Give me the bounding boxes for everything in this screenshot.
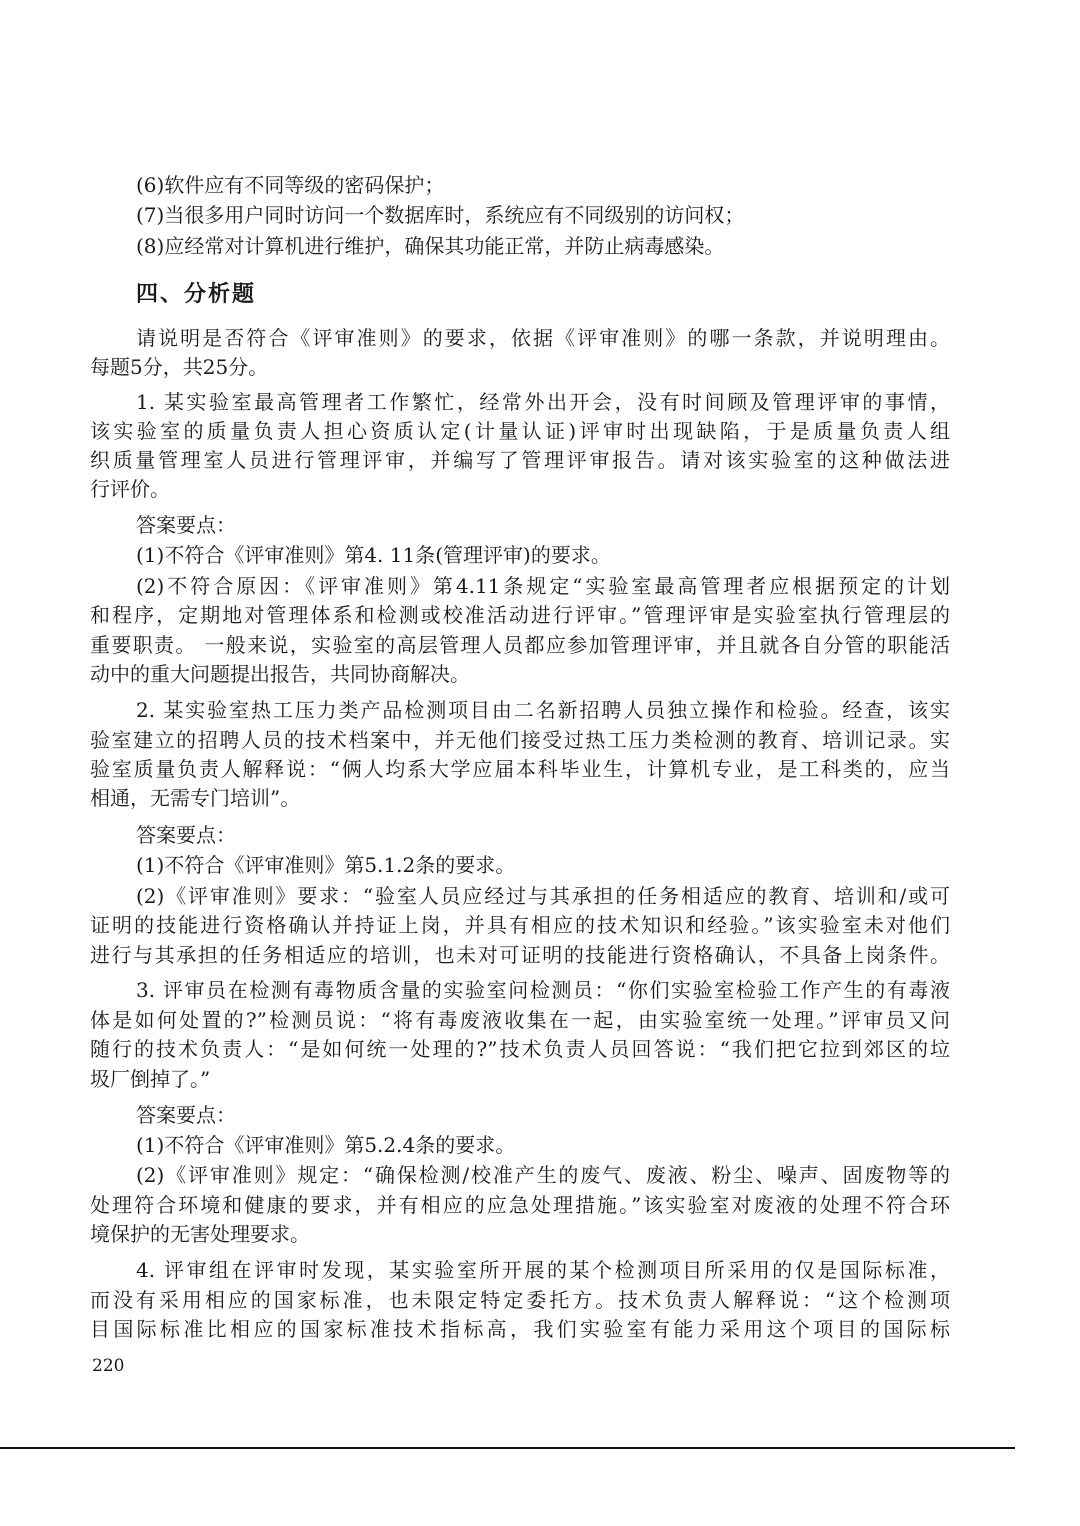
a2-point-1: (1)不符合《评审准则》第5.1.2条的要求。 xyxy=(136,853,516,877)
q1-line-4: 行评价。 xyxy=(90,477,170,501)
a3-point-1: (1)不符合《评审准则》第5.2.4条的要求。 xyxy=(136,1133,516,1157)
a2-point-2-line-3: 进行与其承担的任务相适应的培训，也未对可证明的技能进行资格确认，不具备上岗条件。 xyxy=(90,943,950,967)
q4-line-3: 目国际标准比相应的国家标准技术指标高，我们实验室有能力采用这个项目的国际标 xyxy=(90,1317,950,1341)
list-item-7: (7)当很多用户同时访问一个数据库时，系统应有不同级别的访问权； xyxy=(136,203,745,227)
a1-point-2-line-4: 动中的重大问题提出报告，共同协商解决。 xyxy=(90,662,470,686)
q1-line-3: 织质量管理室人员进行管理评审，并编写了管理评审报告。请对该实验室的这种做法进 xyxy=(90,448,950,472)
q2-line-3: 验室质量负责人解释说：“俩人均系大学应届本科毕业生，计算机专业，是工科类的，应当 xyxy=(90,757,950,781)
a1-point-2-line-2: 和程序，定期地对管理体系和检测或校准活动进行评审。”管理评审是实验室执行管理层的 xyxy=(90,603,950,627)
q3-line-4: 圾厂倒掉了。” xyxy=(90,1067,211,1091)
a1-point-1: (1)不符合《评审准则》第4. 11条(管理评审)的要求。 xyxy=(136,543,611,567)
q3-line-1: 3. 评审员在检测有毒物质含量的实验室问检测员：“你们实验室检验工作产生的有毒液 xyxy=(136,978,950,1002)
a3-point-2-line-2: 处理符合环境和健康的要求，并有相应的应急处理措施。”该实验室对废液的处理不符合环 xyxy=(90,1193,950,1217)
q1-line-2: 该实验室的质量负责人担心资质认定(计量认证)评审时出现缺陷，于是质量负责人组 xyxy=(90,419,950,443)
a1-label: 答案要点： xyxy=(136,513,236,537)
list-item-6: (6)软件应有不同等级的密码保护； xyxy=(136,173,445,197)
q2-line-4: 相通，无需专门培训”。 xyxy=(90,786,301,810)
a2-label: 答案要点： xyxy=(136,823,236,847)
q2-line-1: 2. 某实验室热工压力类产品检测项目由二名新招聘人员独立操作和检验。经查，该实 xyxy=(136,698,950,722)
q4-line-2: 而没有采用相应的国家标准，也未限定特定委托方。技术负责人解释说：“这个检测项 xyxy=(90,1288,950,1312)
a3-label: 答案要点： xyxy=(136,1103,236,1127)
page-number: 220 xyxy=(92,1356,125,1376)
list-item-8: (8)应经常对计算机进行维护，确保其功能正常，并防止病毒感染。 xyxy=(136,234,725,258)
footer-rule xyxy=(0,1447,1015,1449)
a2-point-2-line-2: 证明的技能进行资格确认并持证上岗，并具有相应的技术知识和经验。”该实验室未对他们 xyxy=(90,913,950,937)
intro-line-2: 每题5分，共25分。 xyxy=(90,355,269,379)
q2-line-2: 验室建立的招聘人员的技术档案中，并无他们接受过热工压力类检测的教育、培训记录。实 xyxy=(90,728,950,752)
q3-line-2: 体是如何处置的?”检测员说：“将有毒废液收集在一起，由实验室统一处理。”评审员又问 xyxy=(90,1008,950,1032)
intro-line-1: 请说明是否符合《评审准则》的要求，依据《评审准则》的哪一条款，并说明理由。 xyxy=(136,326,950,350)
q1-line-1: 1. 某实验室最高管理者工作繁忙，经常外出开会，没有时间顾及管理评审的事情， xyxy=(136,390,950,414)
a1-point-2-line-1: (2)不符合原因：《评审准则》第4.11条规定“实验室最高管理者应根据预定的计划 xyxy=(136,574,950,598)
a1-point-2-line-3: 重要职责。 一般来说，实验室的高层管理人员都应参加管理评审，并且就各自分管的职能活 xyxy=(90,633,950,657)
q4-line-1: 4. 评审组在评审时发现，某实验室所开展的某个检测项目所采用的仅是国际标准， xyxy=(136,1258,950,1282)
section-title: 四、分析题 xyxy=(136,281,257,307)
a3-point-2-line-1: (2)《评审准则》规定：“确保检测/校准产生的废气、废液、粉尘、噪声、固废物等的 xyxy=(136,1163,950,1187)
q3-line-3: 随行的技术负责人：“是如何统一处理的?”技术负责人员回答说：“我们把它拉到郊区的垃 xyxy=(90,1037,950,1061)
a2-point-2-line-1: (2)《评审准则》要求：“验室人员应经过与其承担的任务相适应的教育、培训和/或可 xyxy=(136,884,950,908)
a3-point-2-line-3: 境保护的无害处理要求。 xyxy=(90,1222,310,1246)
